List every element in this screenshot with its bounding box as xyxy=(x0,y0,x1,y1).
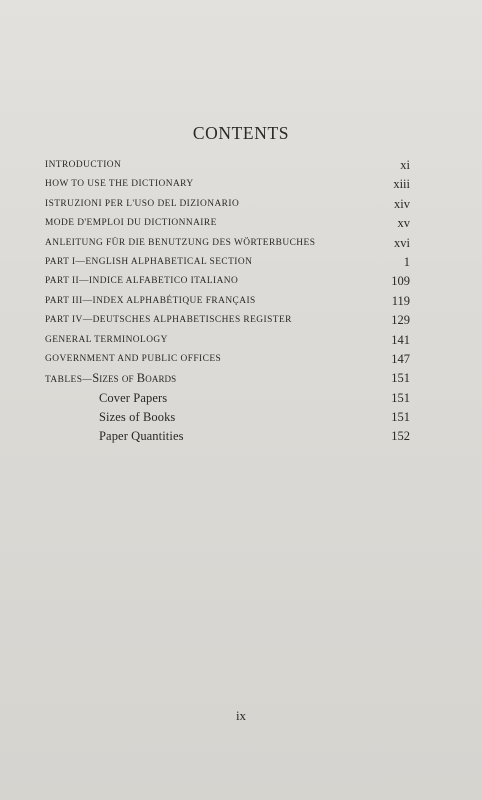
toc-entry-label: ANLEITUNG FÜR DIE BENUTZUNG DES WÖRTERBUCHES xyxy=(45,237,316,248)
toc-entry-part-3 xyxy=(45,292,410,311)
toc-entry-introduction xyxy=(45,156,410,175)
toc-entry-page: 109 xyxy=(391,274,410,289)
toc-entry-label: GENERAL TERMINOLOGY xyxy=(45,334,168,345)
toc-entry-page: 141 xyxy=(391,332,410,347)
toc-entry-page: 151 xyxy=(391,371,410,386)
toc-entry-page: 151 xyxy=(391,410,410,425)
toc-entry-page: 152 xyxy=(391,429,410,444)
table-of-contents xyxy=(45,156,410,447)
toc-entry-label: MODE D'EMPLOI DU DICTIONNAIRE xyxy=(45,218,217,229)
toc-entry-general-terminology xyxy=(45,331,410,350)
toc-entry-tables-paper-quantities xyxy=(45,427,410,446)
tables-prefix: TABLES— xyxy=(45,375,93,386)
toc-entry-page: 151 xyxy=(391,390,410,405)
toc-entry-label: ISTRUZIONI PER L'USO DEL DIZIONARIO xyxy=(45,198,240,209)
toc-entry-istruzioni xyxy=(45,195,410,214)
toc-entry-label xyxy=(45,369,176,390)
toc-entry-page: 147 xyxy=(391,351,410,366)
toc-entry-page: xiii xyxy=(393,177,410,192)
toc-entry-page: xvi xyxy=(394,235,410,250)
toc-entry-page: xv xyxy=(397,216,410,231)
toc-entry-government-offices xyxy=(45,350,410,369)
toc-entry-label: PART II—INDICE ALFABETICO ITALIANO xyxy=(45,276,239,287)
toc-entry-how-to-use xyxy=(45,175,410,194)
toc-entry-page: 119 xyxy=(391,293,410,308)
toc-entry-mode-d-emploi xyxy=(45,214,410,233)
toc-entry-page: 129 xyxy=(391,313,410,328)
toc-entry-part-4 xyxy=(45,311,410,330)
toc-entry-anleitung xyxy=(45,234,410,253)
toc-entry-page: xiv xyxy=(394,196,410,211)
toc-entry-label: GOVERNMENT AND PUBLIC OFFICES xyxy=(45,353,222,364)
page-title: CONTENTS xyxy=(192,123,290,143)
toc-entry-tables-cover-papers xyxy=(45,389,410,408)
page-number: ix xyxy=(235,708,247,723)
toc-entry-label: PART IV—DEUTSCHES ALPHABETISCHES REGISTER xyxy=(45,315,292,326)
toc-entry-label: INTRODUCTION xyxy=(45,160,122,170)
toc-entry-label: PART III—INDEX ALPHABÉTIQUE FRANÇAIS xyxy=(45,295,256,306)
tables-item-label: Paper Quantities xyxy=(99,429,184,444)
toc-entry-tables-boards xyxy=(45,369,410,388)
toc-entry-part-1 xyxy=(45,253,410,272)
toc-entry-page: 1 xyxy=(403,254,410,269)
toc-entry-label: PART I—ENGLISH ALPHABETICAL SECTION xyxy=(45,256,253,267)
tables-item-label: Cover Papers xyxy=(99,390,168,405)
tables-item-label: Sizes of Books xyxy=(99,410,176,425)
toc-entry-tables-sizes-of-books xyxy=(45,408,410,427)
toc-entry-label: HOW TO USE THE DICTIONARY xyxy=(45,179,194,190)
toc-entry-page: xi xyxy=(400,158,410,172)
tables-item-label: Sizes of Boards xyxy=(92,371,177,386)
toc-entry-part-2 xyxy=(45,272,410,291)
